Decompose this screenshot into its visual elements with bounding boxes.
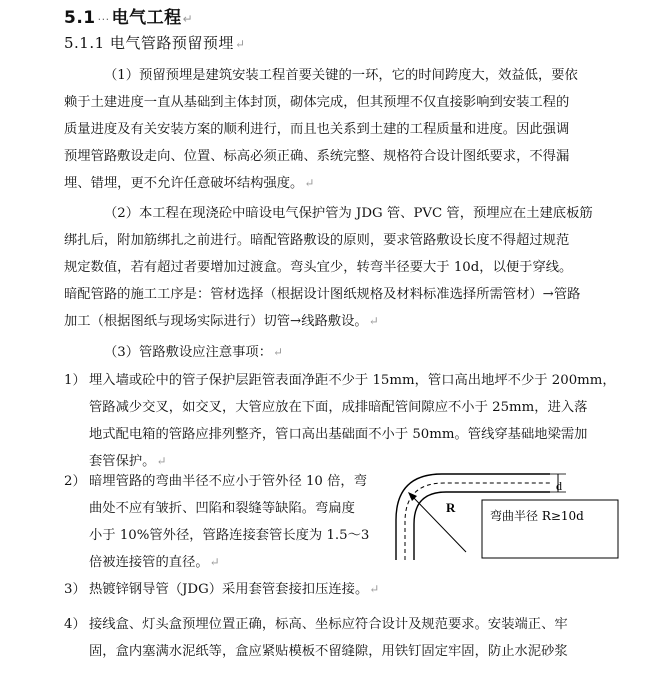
bend-radius-diagram [390, 468, 622, 560]
subsection-title: 5.1.1 电气管路预留预埋 [64, 34, 234, 52]
text-line: 暗配管路的施工工序是：管材选择（根据设计图纸规格及材料标准选择所需管材）→管路 [64, 287, 581, 302]
paragraph-3 [64, 339, 610, 366]
subsection-heading [64, 32, 246, 53]
paragraph-mark: ↵ [273, 345, 284, 359]
paragraph-mark: ↵ [369, 582, 380, 596]
section-heading-5-1 [64, 3, 193, 28]
heading-dots: ··· [97, 13, 110, 26]
section-title: 电气工程 [111, 8, 182, 28]
item-number: 4） [64, 617, 86, 632]
text-line: 小于 10%管外径，管路连接套管长度为 1.5～3 [89, 528, 370, 543]
text-line: 套管保护。 [89, 454, 156, 469]
text-line: 规定数值，若有超过者要增加过渡盒。弯头宜少，转弯半径要大于 10d，以便于穿线。 [64, 260, 573, 275]
diagram-caption: 弯曲半径 R≥10d [490, 509, 584, 523]
text-line: 曲处不应有皱折、凹陷和裂缝等缺陷。弯扁度 [89, 501, 355, 516]
text-line: 绑扎后，附加筋绑扎之前进行。暗配管路敷设的原则，要求管路敷设长度不得超过规范 [64, 233, 570, 248]
paragraph-mark: ↵ [234, 37, 246, 51]
text-line: 地式配电箱的管路应排列整齐，管口高出基础面不小于 50mm。管线穿基础地梁需加 [89, 427, 588, 442]
radius-label: R [446, 500, 456, 515]
text-line: 埋、错埋，更不允许任意破坏结构强度。 [64, 176, 304, 191]
paragraph-2 [64, 200, 610, 335]
text-line: 质量进度及有关安装方案的顺利进行，而且也关系到土建的工程质量和进度。因此强调 [64, 122, 570, 137]
text-line: 倍被连接管的直径。 [89, 555, 209, 570]
text-line: 管路减少交叉，如交叉，大管应放在下面，成排暗配管间隙应不小于 25mm，进入落 [89, 400, 588, 415]
text-line: （1）预留预埋是建筑安装工程首要关键的一环，它的时间跨度大，效益低，要依 [104, 68, 578, 83]
text-line: 埋入墙或砼中的管子保护层距管表面净距不少于 15mm，管口高出地坪不少于 200mm， [89, 373, 616, 388]
text-line: 热镀锌钢导管（JDG）采用套管套接扣压连接。 [89, 582, 369, 597]
text-line: （2）本工程在现浇砼中暗设电气保护管为 JDG 管、PVC 管，预埋应在土建底板筋 [104, 206, 593, 221]
paragraph-1 [64, 62, 610, 197]
text-line: 加工（根据图纸与现场实际进行）切管→线路敷设。 [64, 314, 368, 329]
text-line: 赖于土建进度一直从基础到主体封顶，砌体完成，但其预埋不仅直接影响到安装工程的 [64, 95, 570, 110]
radius-line [412, 496, 466, 552]
text-line: 暗埋管路的弯曲半径不应小于管外径 10 倍，弯 [89, 474, 368, 489]
paragraph-mark: ↵ [182, 12, 194, 26]
paragraph-mark: ↵ [304, 176, 315, 190]
item-number: 3） [64, 582, 86, 597]
text-line: （3）管路敷设应注意事项： [104, 345, 273, 360]
paragraph-mark: ↵ [368, 314, 379, 328]
diameter-label: d [556, 479, 562, 493]
text-line: 接线盒、灯头盒预埋位置正确，标高、坐标应符合设计及规范要求。安装端正、牢 [89, 617, 568, 632]
section-number: 5.1 [64, 8, 96, 28]
text-line: 预埋管路敷设走向、位置、标高必须正确、系统完整、规格符合设计图纸要求，不得漏 [64, 149, 570, 164]
paragraph-mark: ↵ [209, 555, 220, 569]
text-line: 固，盒内塞满水泥纸等，盒应紧贴模板不留缝隙，用铁钉固定牢固，防止水泥砂浆 [89, 644, 568, 659]
paragraph-mark: ↵ [156, 454, 167, 468]
item-number: 1） [64, 373, 86, 388]
item-number: 2） [64, 474, 86, 489]
